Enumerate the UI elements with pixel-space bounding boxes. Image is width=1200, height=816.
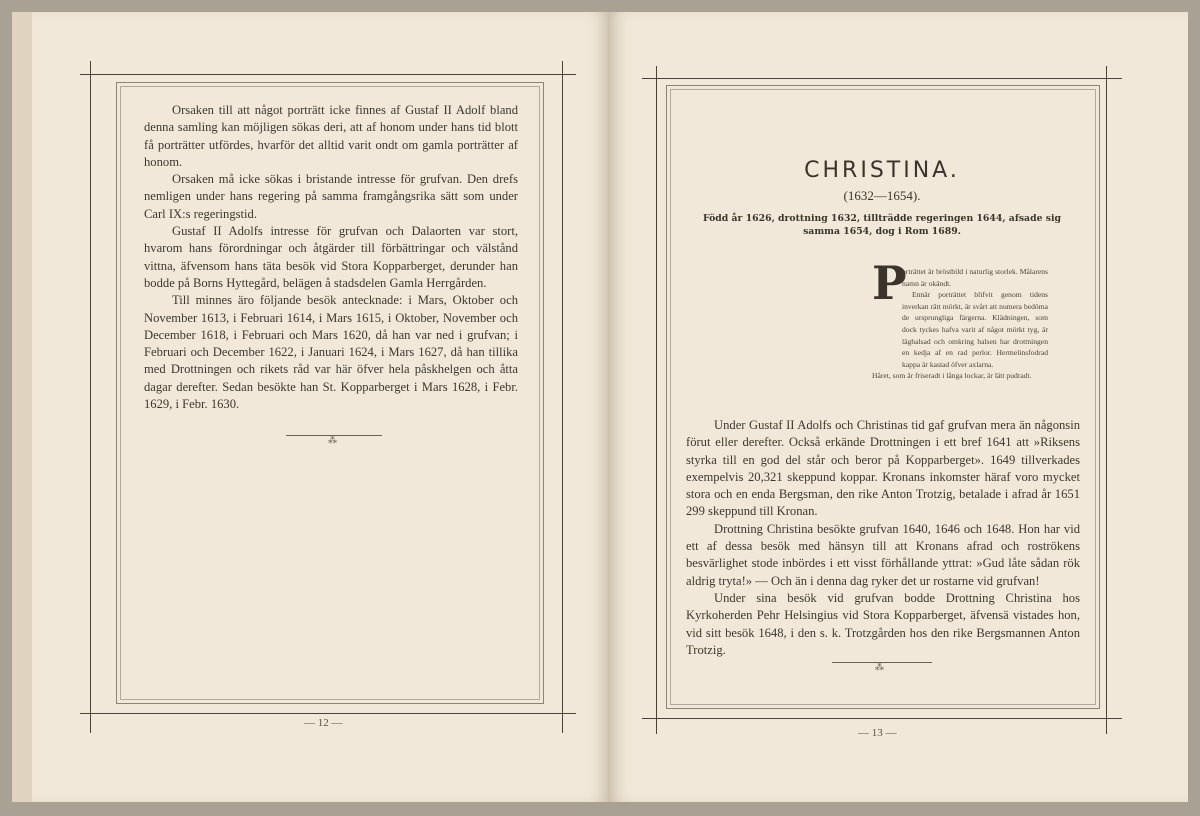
ornament-icon: ⁂ xyxy=(875,663,884,673)
drop-cap: P xyxy=(872,256,907,310)
right-page-text xyxy=(686,417,1080,659)
frame-rule-right xyxy=(562,61,563,733)
frame-rule-left xyxy=(656,66,657,734)
note-paragraph: orträttet är bröstbild i naturlig storlek. Målarens namn är okändt. xyxy=(902,267,1048,288)
page-title: CHRISTINA. xyxy=(804,158,960,183)
left-page-text xyxy=(144,102,518,413)
right-page xyxy=(610,12,1188,802)
paragraph: Orsaken må icke sökas i bristande intresse för grufvan. Den drefs nemligen under hans regering på samma framgångsrika sätt som under Carl IX:s regeringstid. xyxy=(144,172,518,221)
frame-rule-bottom xyxy=(642,718,1122,719)
ornament-icon: ⁂ xyxy=(328,436,337,446)
paragraph: Drottning Christina besökte grufvan 1640, 1646 och 1648. Hon har vid ett af dessa besök med hänsyn till att Kronans afrad och roströkens besvärlighet stode inbördes i ett visst förhållande yttrat: »Gud låte sådan rök aldrig tryta!» — Och än i denna dag ryker det ur rostarne vid grufvan! xyxy=(686,521,1080,588)
frame-rule-top xyxy=(80,74,576,75)
note-paragraph: Håret, som är friseradt i långa lockar, är lätt pudradt. xyxy=(872,371,1032,381)
page-number: — 12 — xyxy=(304,717,343,729)
frame-rule-bottom xyxy=(80,713,576,714)
paragraph: Orsaken till att något porträtt icke finnes af Gustaf II Adolf bland denna samling kan möjligen sökas deri, att af honom under hans tid blott få porträtter utfördes, hvarför det alltid varit ondt om gamla porträtter af honom. xyxy=(144,103,518,169)
page-number: — 13 — xyxy=(858,727,897,739)
frame-rule-right xyxy=(1106,66,1107,734)
portrait-note xyxy=(854,266,1048,382)
paragraph: Till minnes äro följande besök antecknade: i Mars, Oktober och November 1613, i Februari 1614, i Mars 1615, i Oktober, November och December 1618, i Februari och Mars 1620, då han var ned i grufvan; i Februari och December 1622, i Januari 1624, i Mars 1627, då han tillika med Drottningen och rikets råd var här öfver hela påskhelgen och åtta dagar derefter. Sedan besökte han St. Kopparberget i Mars 1628, i Febr. 1629, i Febr. 1630. xyxy=(144,293,518,412)
paragraph: Under sina besök vid grufvan bodde Drottning Christina hos Kyrkoherden Pehr Helsingius vid Stora Kopparberget, äfvensä vistades hon, vid sitt besök 1648, i den s. k. Trotzgården hos den rike Bergsmannen Anton Trotzig. xyxy=(686,590,1080,657)
frame-rule-left xyxy=(90,61,91,733)
reign-years: (1632—1654). xyxy=(843,188,921,203)
paragraph: Gustaf II Adolfs intresse för grufvan och Dalaorten var stort, hvarom hans förordningar och åtgärder till förbättringar och välstånd vittna, äfvensom hans täta besök vid Stora Kopparberget, derunder han bodde på Borns Hyttegård, belägen å stadsdelen Gamla Herrgården. xyxy=(144,224,518,290)
left-page xyxy=(32,12,608,802)
paragraph: Under Gustaf II Adolfs och Christinas tid gaf grufvan mera än någonsin förut eller derefter. Också erkände Drottningen i ett bref 1641 att »Riksens styrka till en god del står och beror på Kopparberget». 1649 tillverkades exempelvis 20,321 skeppund koppar. Kronans inkomster häraf voro mycket stora och en enda Bergsman, den rike Anton Trotzig, betalade i afrad år 1651 299 skeppund till Kronan. xyxy=(686,418,1080,519)
note-paragraph: Ennär porträttet blifvit genom tidens inverkan rätt mörkt, är svårt att numera bedöma de ursprungliga färgerna. Klädningen, som dock tyckes hafva varit af något mörkt tyg, är läghalsad och omkring halsen har drottningen en kedja af en rad perlor. Hermelinsfodrad kappa är kastad öfver axlarna. xyxy=(902,290,1048,369)
biographical-subtitle: Född år 1626, drottning 1632, tillträdde regeringen 1644, afsade sig samma 1654, dog i Rom 1689. xyxy=(703,213,1061,237)
